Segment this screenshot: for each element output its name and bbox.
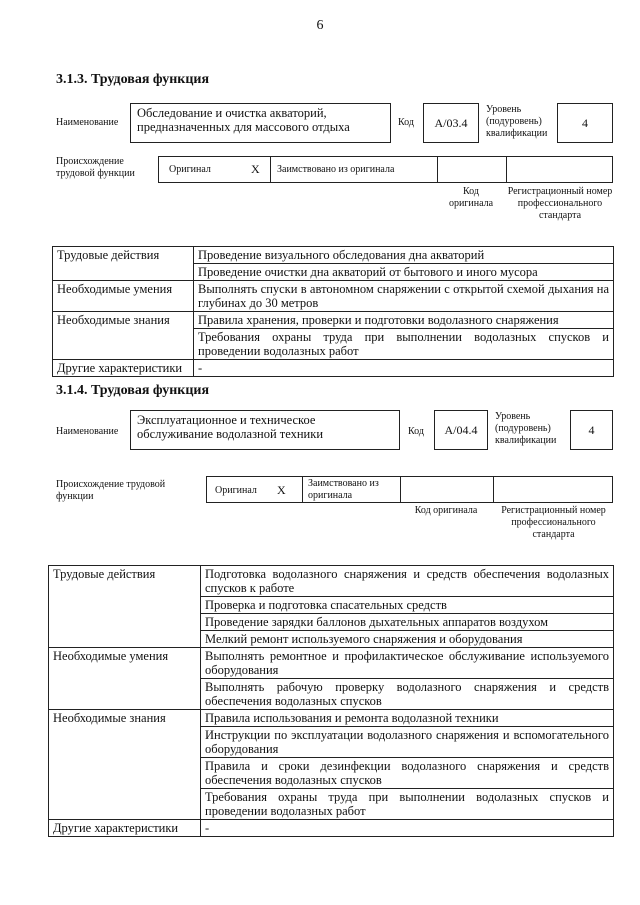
row-value: Проверка и подготовка спасательных средств	[201, 597, 614, 614]
section-title-3-1-4: 3.1.4. Трудовая функция	[56, 383, 210, 398]
borrowed-label: Заимствовано из оригинала	[277, 164, 395, 175]
row-value: Проведение визуального обследования дна акваторий	[194, 247, 614, 264]
table-row	[49, 566, 614, 597]
level-label: Уровень (подуровень) квалификации	[486, 104, 548, 139]
row-value: Инструкции по эксплуатации водолазного снаряжения и вспомогательного оборудования	[201, 727, 614, 758]
row-value: -	[201, 820, 614, 837]
page-number: 6	[316, 18, 324, 33]
row-label: Необходимые знания	[53, 312, 194, 360]
name-label: Наименование	[56, 426, 119, 437]
reg-number-caption: Регистрационный номер профессионального стандарта	[501, 505, 606, 540]
level-value-box: 4	[557, 103, 613, 143]
function-name-box: Обследование и очистка акваторий, предназначенных для массового отдыха	[130, 103, 391, 143]
divider	[493, 477, 494, 502]
row-value: Мелкий ремонт используемого снаряжения и оборудования	[201, 631, 614, 648]
row-value: Требования охраны труда при выполнении водолазных спусков и проведении водолазных работ	[201, 789, 614, 820]
function-name-box: Эксплуатационное и техническое обслуживание водолазной техники	[130, 410, 400, 450]
original-label: Оригинал	[215, 485, 257, 496]
row-label: Другие характеристики	[53, 360, 194, 377]
row-label: Другие характеристики	[49, 820, 201, 837]
row-value: Выполнять ремонтное и профилактическое обслуживание используемого оборудования	[201, 648, 614, 679]
code-label: Код	[398, 117, 414, 128]
level-label: Уровень (подуровень) квалификации	[495, 411, 557, 446]
original-mark: X	[277, 483, 286, 497]
row-value: Требования охраны труда при выполнении водолазных спусков и проведении водолазных работ	[194, 329, 614, 360]
table-row	[49, 648, 614, 679]
row-label: Трудовые действия	[49, 566, 201, 648]
origin-label: Происхождение трудовой функции	[56, 479, 166, 502]
divider	[437, 157, 438, 182]
table-row	[49, 710, 614, 727]
row-value: -	[194, 360, 614, 377]
row-label: Необходимые умения	[53, 281, 194, 312]
table-row	[53, 247, 614, 264]
divider	[302, 477, 303, 502]
row-value: Проведение зарядки баллонов дыхательных аппаратов воздухом	[201, 614, 614, 631]
section-title-3-1-3: 3.1.3. Трудовая функция	[56, 72, 210, 87]
row-value: Выполнять спуски в автономном снаряжении с открытой схемой дыхания на глубинах до 30 метров	[194, 281, 614, 312]
table-row	[53, 281, 614, 312]
row-value: Правила и сроки дезинфекции водолазного снаряжения и средств обеспечения водолазных спусков	[201, 758, 614, 789]
divider	[506, 157, 507, 182]
table-row	[53, 312, 614, 329]
reg-number-caption: Регистрационный номер профессионального стандарта	[507, 186, 613, 221]
code-label: Код	[408, 426, 424, 437]
original-label: Оригинал	[169, 164, 211, 175]
row-label: Трудовые действия	[53, 247, 194, 281]
row-label: Необходимые знания	[49, 710, 201, 820]
name-label: Наименование	[56, 117, 119, 128]
row-label: Необходимые умения	[49, 648, 201, 710]
borrowed-label: Заимствовано из оригинала	[308, 478, 379, 501]
row-value: Правила хранения, проверки и подготовки водолазного снаряжения	[194, 312, 614, 329]
row-value: Проведение очистки дна акваторий от бытового и иного мусора	[194, 264, 614, 281]
origin-table	[158, 156, 613, 183]
labor-function-table-2	[48, 565, 614, 837]
row-value: Выполнять рабочую проверку водолазного снаряжения и средств обеспечения водолазных спусков	[201, 679, 614, 710]
divider	[400, 477, 401, 502]
level-value-box: 4	[570, 410, 613, 450]
original-mark: X	[251, 162, 260, 176]
origin-table	[206, 476, 613, 503]
origin-code-caption: Код оригинала	[448, 186, 494, 209]
row-value: Подготовка водолазного снаряжения и средств обеспечения водолазных спусков к работе	[201, 566, 614, 597]
divider	[270, 157, 271, 182]
table-row	[53, 360, 614, 377]
code-value-box: A/03.4	[423, 103, 479, 143]
origin-label: Происхождение трудовой функции	[56, 156, 135, 179]
labor-function-table-1	[52, 246, 614, 377]
origin-code-caption: Код оригинала	[414, 505, 478, 516]
row-value: Правила использования и ремонта водолазной техники	[201, 710, 614, 727]
table-row	[49, 820, 614, 837]
code-value-box: A/04.4	[434, 410, 488, 450]
